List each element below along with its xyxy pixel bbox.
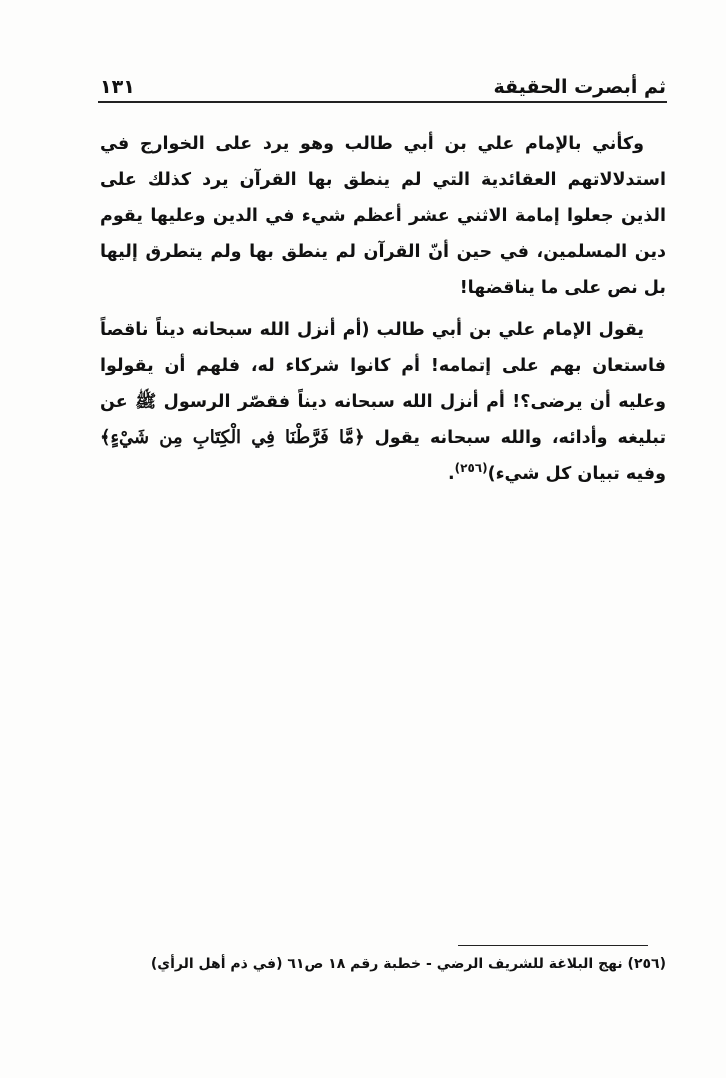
running-title: ثم أبصرت الحقيقة <box>493 76 666 98</box>
paragraph-2-end: . <box>447 464 455 484</box>
header-divider <box>98 101 667 103</box>
page-number: ١٣١ <box>100 76 135 98</box>
page-header <box>100 74 666 104</box>
paragraph-1-text: وكأني بالإمام علي بن أبي طالب وهو يرد على الخوارج في استدلالاتهم العقائدية التي لم ينطق بها القرآن يرد كذلك على الذين جعلوا إمامة الاثني عشر أعظم شيء في الدين وعليها يقوم دين المسلمين، في حين أنّ القرآن لم ينطق بها ولم يتطرق إليها بل نص على ما يناقضها! <box>100 134 666 298</box>
paragraph-2-tail: وفيه تبيان كل شيء) <box>487 464 666 484</box>
paragraph-2 <box>100 312 666 492</box>
quran-verse: ﴿مَّا فَرَّطْنَا فِي الْكِتَابِ مِن شَيْءٍ﴾ <box>100 427 365 448</box>
paragraph-1 <box>100 126 666 306</box>
footnote: (٢٥٦) نهج البلاغة للشريف الرضي - خطبة رقم ١٨ ص٦١ (في ذم أهل الرأي) <box>150 956 666 972</box>
footnote-divider <box>458 945 648 946</box>
body-text <box>100 126 666 492</box>
footnote-reference: (٢٥٦) <box>454 461 488 476</box>
paragraph-2-text: يقول الإمام علي بن أبي طالب (أم أنزل الله سبحانه ديناً ناقصاً فاستعان بهم على إتمامه! أم كانوا شركاء له، فلهم أن يقولوا وعليه أن يرضى؟! أم أنزل الله سبحانه ديناً فقصّر الرسول ﷺ عن تبليغه وأدائه، والله سبحانه يقول <box>100 320 667 448</box>
